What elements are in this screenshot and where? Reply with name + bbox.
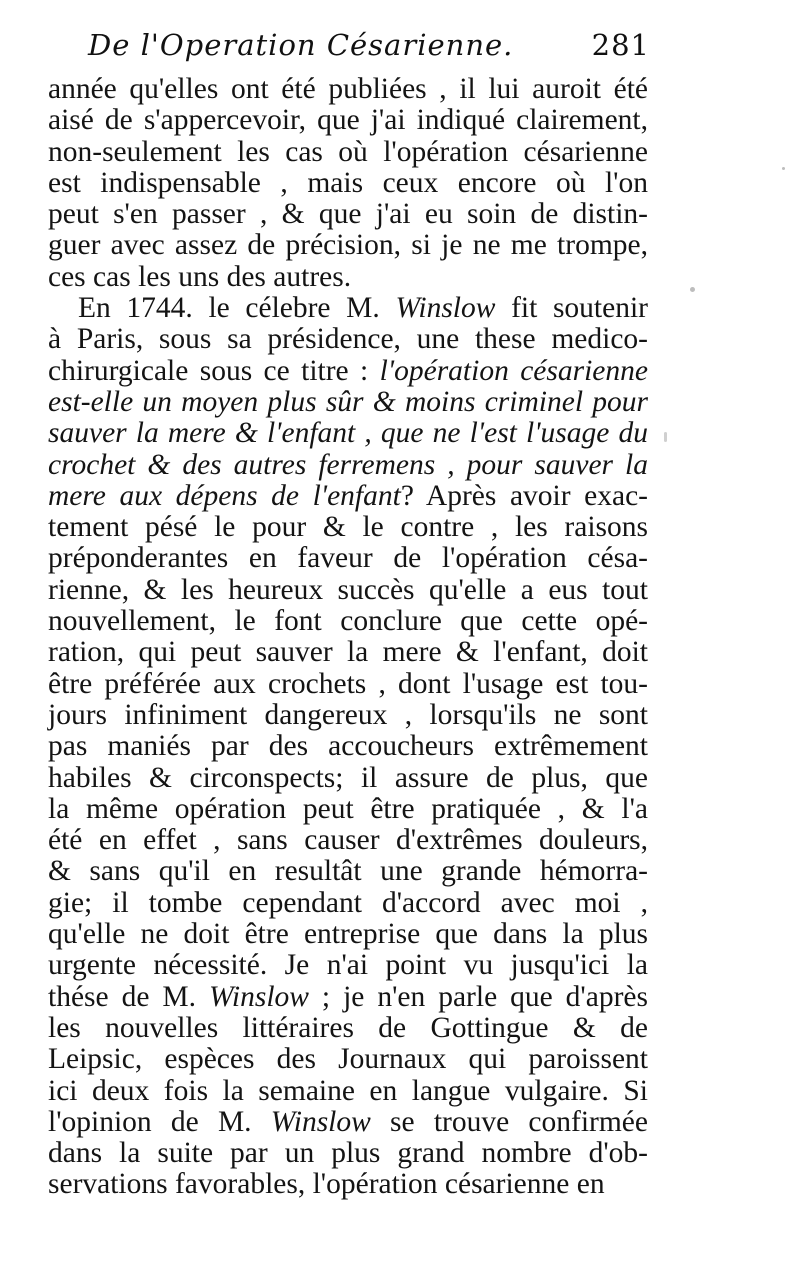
text-line [48, 700, 648, 731]
text-segment: servations favorables, l'opération césarienne en [48, 1168, 605, 1201]
text-line [48, 543, 648, 574]
text-segment: Leipsic, espèces des Journaux qui paroissent [48, 1043, 648, 1076]
text-segment: nouvellement, le font conclure que cette opé- [48, 605, 648, 638]
text-segment: urgente nécessité. Je n'ai point vu jusqu'ici la [48, 949, 648, 982]
text-segment: thése de M. [48, 980, 209, 1013]
text-segment: non-seulement les cas où l'opération césarienne [48, 135, 648, 168]
text-line [48, 418, 648, 449]
text-line [48, 168, 648, 199]
text-line [48, 137, 648, 168]
text-segment: chirurgicale sous ce titre : [48, 354, 380, 387]
text-segment: est indispensable , mais ceux encore où l'on [48, 166, 648, 199]
text-line [48, 512, 648, 543]
text-line [48, 794, 648, 825]
text-segment: gie; il tombe cependant d'accord avec moi , [48, 886, 648, 919]
text-line [48, 856, 648, 887]
text-line [48, 105, 648, 136]
text-line [48, 575, 648, 606]
text-segment: habiles & circonspects; il assure de plus, que [48, 761, 648, 794]
text-line [48, 982, 648, 1013]
text-segment: jours infiniment dangereux , lorsqu'ils ne sont [48, 698, 648, 731]
italic-segment: Winslow [395, 292, 496, 325]
text-segment: aisé de s'appercevoir, que j'ai indiqué clairement, [48, 104, 648, 137]
text-line [48, 1044, 648, 1075]
text-line [48, 1107, 648, 1138]
text-line [48, 669, 648, 700]
text-segment: préponderantes en faveur de l'opération césa- [48, 542, 648, 575]
text-line [48, 387, 648, 418]
paper-speck [664, 432, 667, 442]
text-segment: dans la suite par un plus grand nombre d'ob- [48, 1137, 648, 1170]
text-line [48, 1169, 648, 1200]
text-segment: & sans qu'il en resultât une grande hémorra- [48, 855, 648, 888]
text-line [48, 74, 648, 105]
text-line [48, 230, 648, 261]
text-line [48, 763, 648, 794]
text-segment: être préférée aux crochets , dont l'usage est tou- [48, 667, 648, 700]
italic-segment: l'opération césarienne [379, 354, 648, 387]
text-line [48, 950, 648, 981]
text-line [48, 356, 648, 387]
running-title: De l'Operation Césarienne. [88, 28, 514, 62]
italic-segment: crochet & des autres ferremens , pour sauver la [48, 448, 648, 481]
text-line [48, 1138, 648, 1169]
paper-speck [782, 167, 785, 170]
text-segment: fit soutenir [495, 292, 648, 325]
italic-segment: Winslow [208, 980, 309, 1013]
running-head [88, 28, 648, 62]
text-segment: année qu'elles ont été publiées , il lui auroit été [48, 73, 648, 105]
text-segment: à Paris, sous sa présidence, une these medico- [48, 323, 648, 356]
text-line [48, 1076, 648, 1107]
text-segment: En 1744. le célebre M. [78, 292, 396, 325]
text-line [48, 481, 648, 512]
text-segment: ration, qui peut sauver la mere & l'enfant, doit [48, 636, 648, 669]
text-segment: les nouvelles littéraires de Gottingue & de [48, 1011, 648, 1044]
text-segment: l'opinion de M. [48, 1105, 271, 1138]
text-line [48, 324, 648, 355]
italic-segment: sauver la mere & l'enfant , que ne l'est l'usage du [48, 417, 648, 450]
text-line [48, 293, 648, 324]
text-segment: pas maniés par des accoucheurs extrêmement [48, 730, 648, 763]
italic-segment: Winslow [270, 1105, 371, 1138]
body-text [48, 74, 648, 1201]
text-segment: été en effet , sans causer d'extrêmes douleurs, [48, 824, 648, 857]
paper-speck [690, 287, 695, 292]
page-number: 281 [591, 28, 650, 62]
italic-segment: est-elle un moyen plus sûr & moins criminel pour [48, 385, 648, 418]
text-segment: ces cas les uns des autres. [48, 260, 352, 293]
text-segment: ? Après avoir exac- [400, 479, 648, 512]
text-line [48, 825, 648, 856]
text-segment: ; je n'en parle que d'après [308, 980, 648, 1013]
text-line [48, 450, 648, 481]
text-line [48, 262, 648, 293]
text-segment: rienne, & les heureux succès qu'elle a eus tout [48, 573, 648, 606]
text-segment: ici deux fois la semaine en langue vulgaire. Si [48, 1074, 648, 1107]
text-segment: qu'elle ne doit être entreprise que dans la plus [48, 918, 648, 951]
text-line [48, 1013, 648, 1044]
text-segment: tement pésé le pour & le contre , les raisons [48, 511, 648, 544]
text-segment: guer avec assez de précision, si je ne me trompe, [48, 229, 648, 262]
text-segment: se trouve confirmée [370, 1105, 648, 1138]
text-segment: la même opération peut être pratiquée , & l'a [48, 792, 648, 825]
italic-segment: mere aux dépens de l'enfant [48, 479, 401, 512]
text-line [48, 731, 648, 762]
text-line [48, 637, 648, 668]
text-line [48, 919, 648, 950]
text-line [48, 888, 648, 919]
text-segment: peut s'en passer , & que j'ai eu soin de distin- [48, 198, 648, 231]
text-line [48, 606, 648, 637]
text-line [48, 199, 648, 230]
